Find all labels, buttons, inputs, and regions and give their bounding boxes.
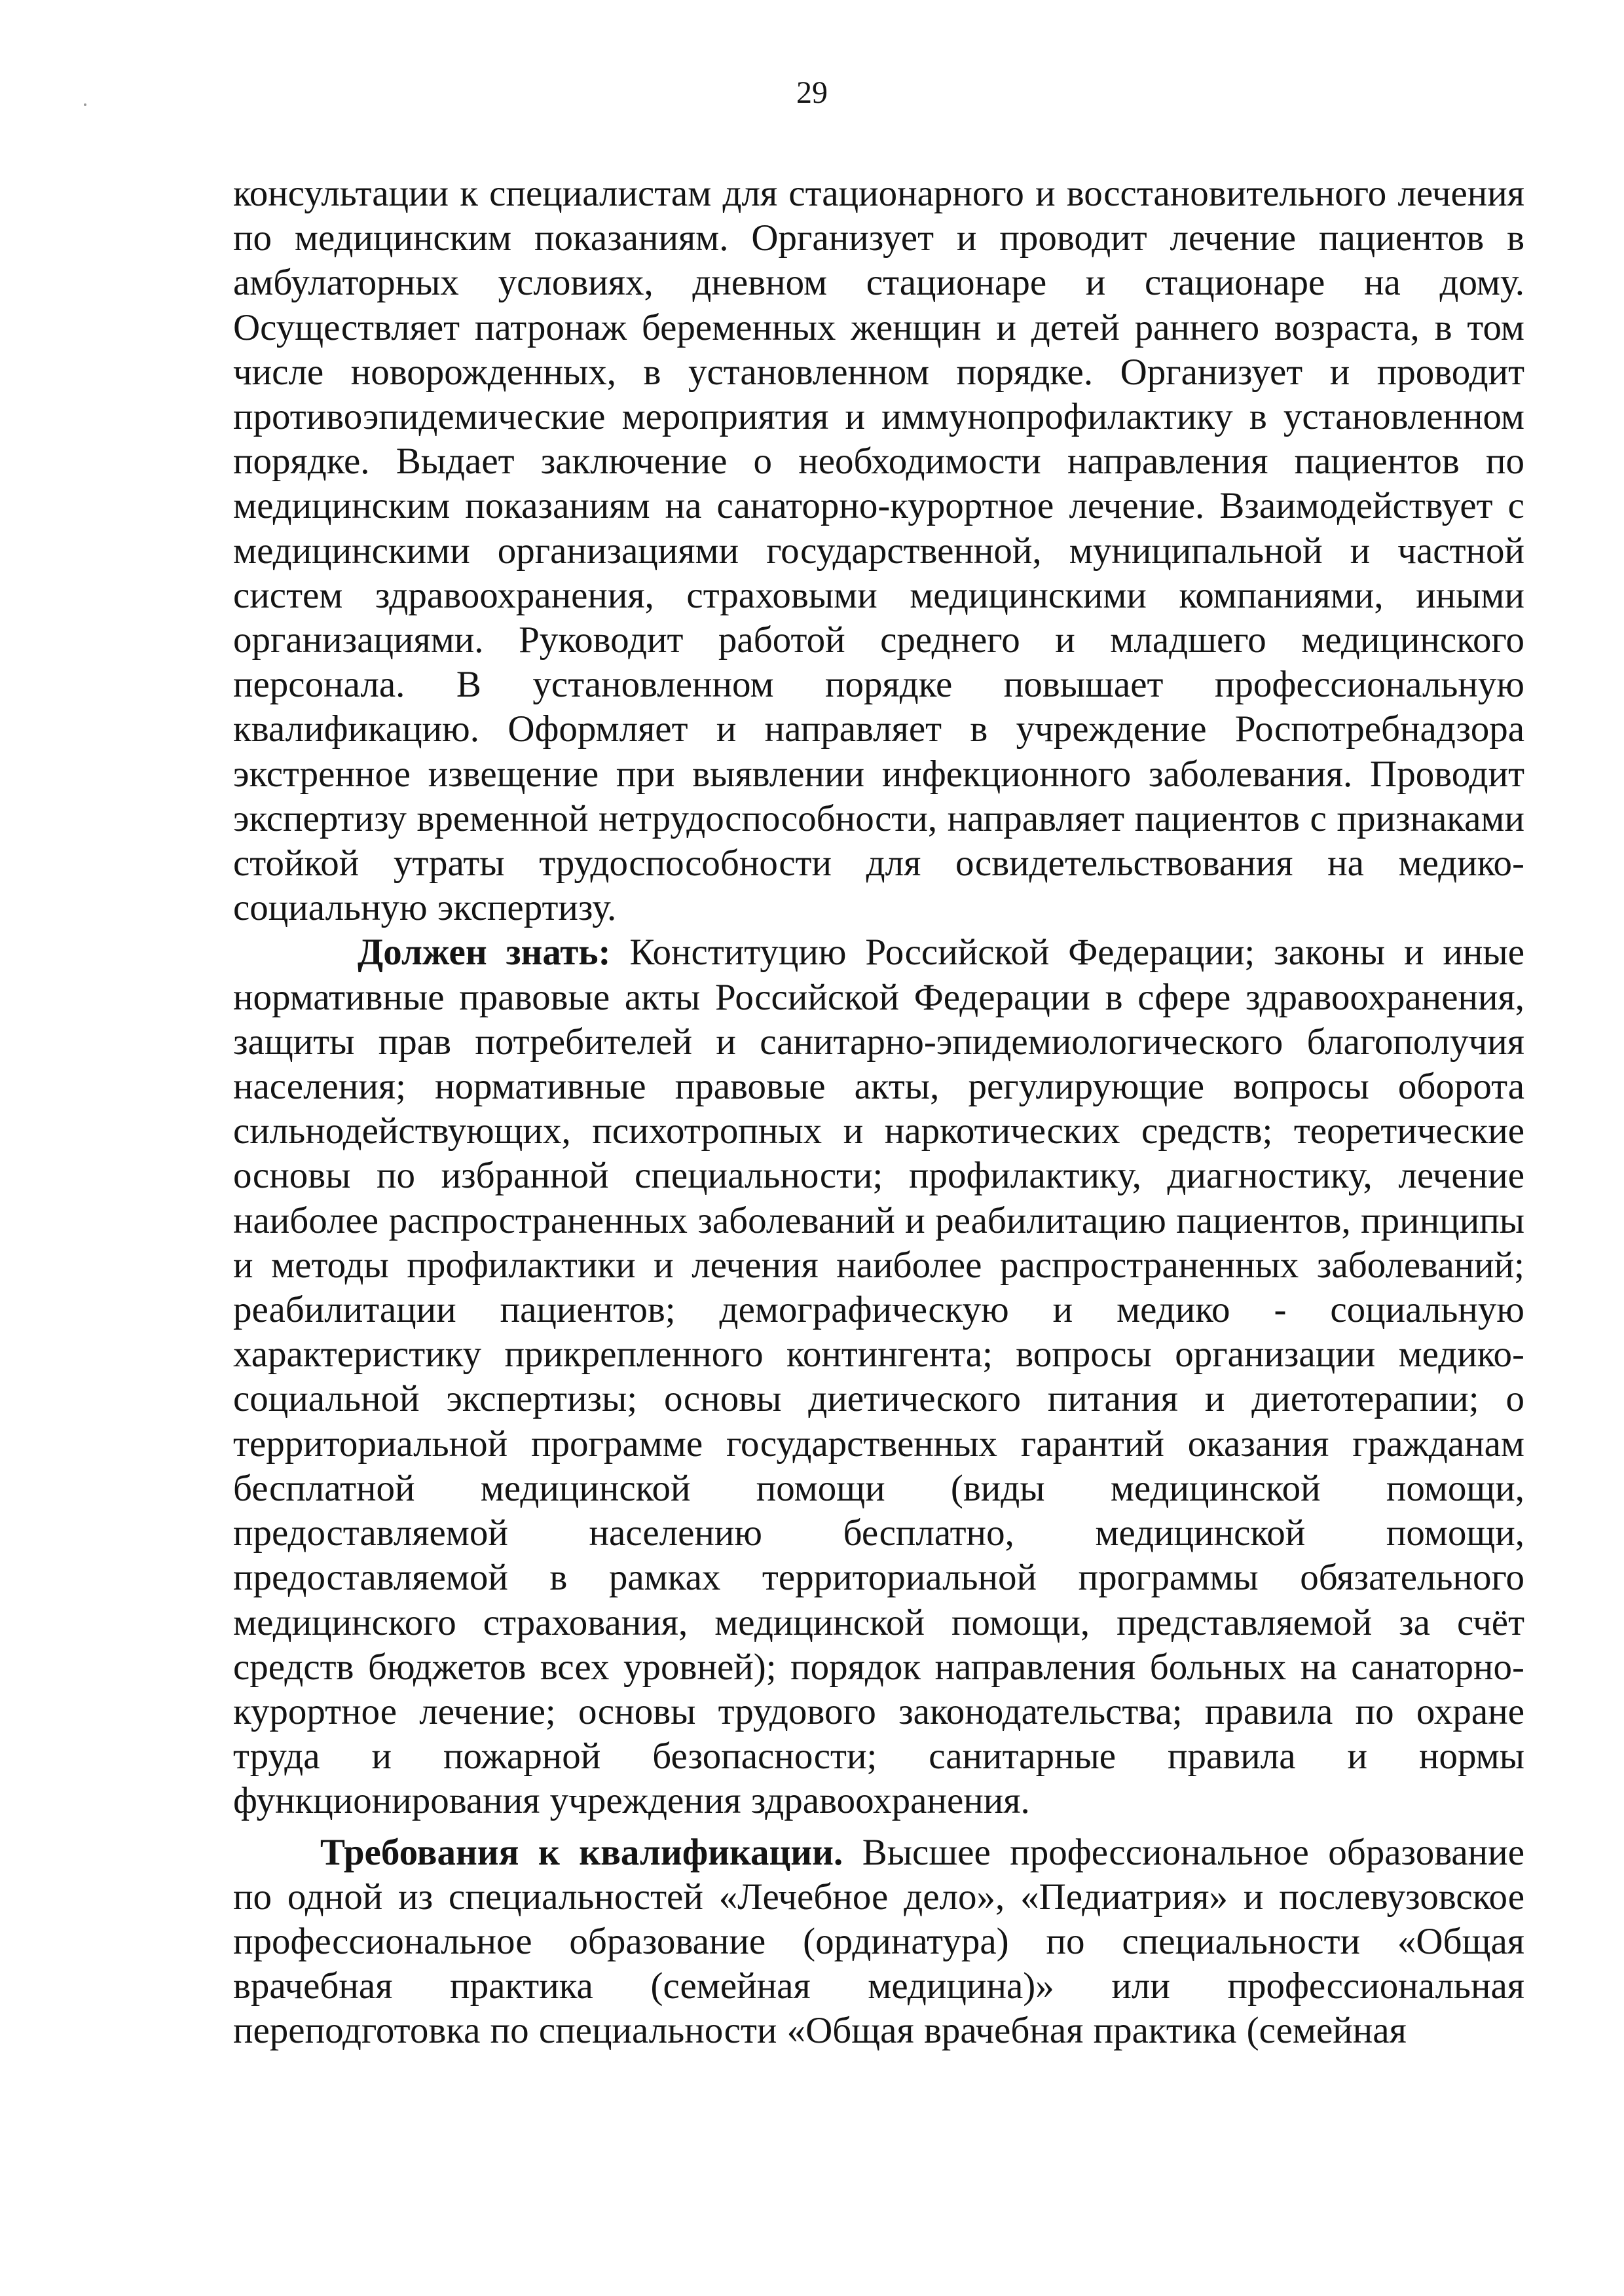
scan-speck xyxy=(84,103,86,106)
document-body xyxy=(233,172,1524,2054)
paragraph-heading-must-know: Должен знать: xyxy=(358,932,611,974)
paragraph-heading-qualification: Требования к квалификации. xyxy=(320,1831,843,1873)
paragraph-qualification-requirements xyxy=(233,1831,1524,2054)
paragraph-text: консультации к специалистам для стационарного и восстановительного лечения по медицинским показаниям. Организует и проводит лечение пациентов в амбулаторных условиях, дневном стационаре и стационаре на дому. Осуществляет патронаж беременных женщин и детей раннего возраста, в том числе новорожденных, в установленном порядке. Организует и проводит противоэпидемические мероприятия и иммунопрофилактику в установленном порядке. Выдает заключение о необходимости направления пациентов по медицинским показаниям на санаторно-курортное лечение. Взаимодействует с медицинскими организациями государственной, муниципальной и частной систем здравоохранения, страховыми медицинскими компаниями, иными организациями. Руководит работой среднего и младшего медицинского персонала. В установленном порядке повышает профессиональную квалификацию. Оформляет и направляет в учреждение Роспотребнадзора экстренное извещение при выявлении инфекционного заболевания. Проводит экспертизу временной нетрудоспособности, направляет пациентов с признаками стойкой утраты трудоспособности для освидетельствования на медико-социальную экспертизу. xyxy=(233,173,1524,929)
page-number: 29 xyxy=(796,75,828,110)
paragraph-text: Конституцию Российской Федерации; законы и иные нормативные правовые акты Российской Федерации в сфере здравоохранения, защиты прав потребителей и санитарно-эпидемиологического благополучия населения; нормативные правовые акты, регулирующие вопросы оборота сильнодействующих, психотропных и наркотических средств; теоретические основы по избранной специальности; профилактику, диагностику, лечение наиболее распространенных заболеваний и реабилитацию пациентов, принципы и методы профилактики и лечения наиболее распространенных заболеваний; реабилитации пациентов; демографическую и медико - социальную характеристику прикрепленного контингента; вопросы организации медико-социальной экспертизы; основы диетического питания и диетотерапии; о территориальной программе государственных гарантий оказания гражданам бесплатной медицинской помощи (виды медицинской помощи, предоставляемой населению бесплатно, медицинской помощи, предоставляемой в рамках территориальной программы обязательного медицинского страхования, медицинской помощи, представляемой за счёт средств бюджетов всех уровней); порядок направления больных на санаторно-курортное лечение; основы трудового законодательства; правила по охране труда и пожарной безопасности; санитарные правила и нормы функционирования учреждения здравоохранения. xyxy=(233,932,1524,1822)
paragraph-text: Высшее профессиональное образование по одной из специальностей «Лечебное дело», «Педиатрия» и послевузовское профессиональное образование (ординатура) по специальности «Общая врачебная практика (семейная медицина)» или профессиональная переподготовка по специальности «Общая врачебная практика (семейная xyxy=(233,1831,1524,2052)
paragraph-must-know xyxy=(233,930,1524,1823)
paragraph-duties-continued xyxy=(233,172,1524,930)
